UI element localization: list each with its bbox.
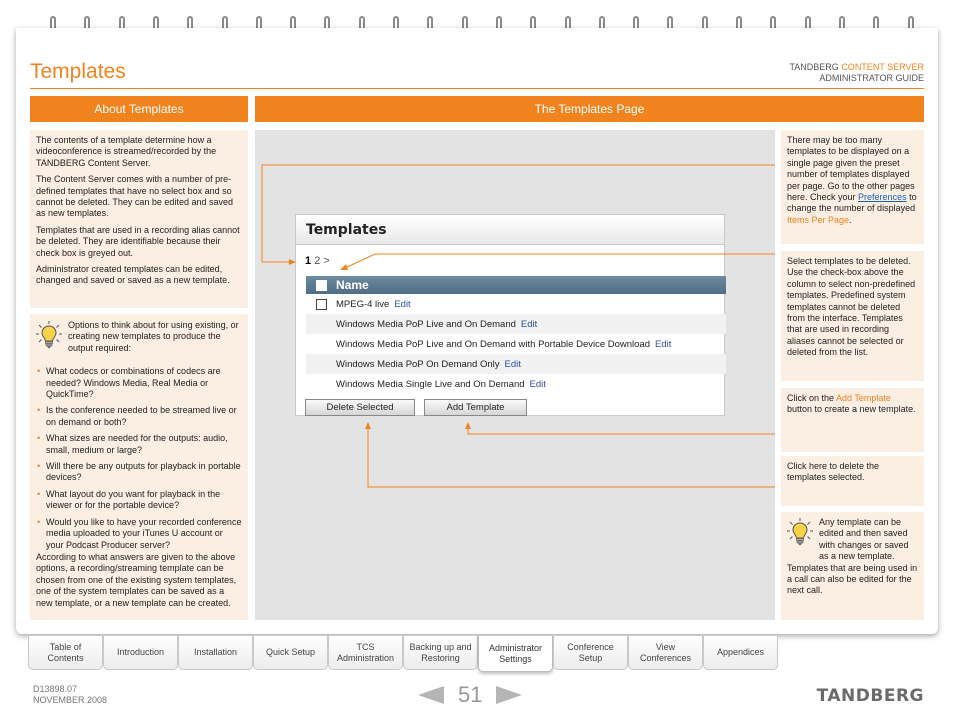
tab-label: Introduction xyxy=(116,647,165,657)
brand-name: TANDBERG xyxy=(789,62,839,72)
template-name: Windows Media PoP Live and On Demand with Portable Device Download xyxy=(336,338,651,350)
tip-list xyxy=(36,366,242,551)
window-title: Templates xyxy=(296,215,724,245)
template-name: Windows Media PoP On Demand Only xyxy=(336,358,500,370)
note-pages xyxy=(781,130,924,244)
tab-backing-up-and-restoring[interactable] xyxy=(403,636,478,670)
doc-date: NOVEMBER 2008 xyxy=(33,695,108,705)
lightbulb-icon xyxy=(787,517,813,547)
row-checkbox-cell xyxy=(306,299,336,310)
tab-view-conferences[interactable] xyxy=(628,636,703,670)
tandberg-logo: TANDBERG xyxy=(816,686,924,706)
tip-intro: Options to think about for using existing, or creating new templates to produce the output required: xyxy=(68,320,239,353)
tab-label: Settings xyxy=(499,653,532,664)
about-paragraph: Administrator created templates can be edited, changed and saved or saved as a new template. xyxy=(36,264,230,286)
list-item: • Will there be any outputs for playback in portable devices? xyxy=(36,461,242,484)
brand-header xyxy=(789,62,924,84)
note-text: There may be too many templates to be displayed on a single page given the preset number of templates displayed per page. Go to the other pages here. Check your xyxy=(787,135,915,203)
table-header xyxy=(306,276,726,294)
about-paragraph: The Content Server comes with a number of pre-defined templates that have no select box and so cannot be deleted. They can be edited and saved as new templates. xyxy=(36,174,233,219)
tab-appendices[interactable] xyxy=(703,636,778,670)
pager-next[interactable]: > xyxy=(323,255,330,267)
lightbulb-icon xyxy=(36,320,62,350)
pager-current[interactable]: 1 xyxy=(305,255,312,267)
document-id xyxy=(33,684,107,706)
delete-selected-button[interactable]: Delete Selected xyxy=(305,399,415,416)
template-name: Windows Media Single Live and On Demand xyxy=(336,378,525,390)
note-text: Click on the xyxy=(787,393,837,403)
edit-link[interactable]: Edit xyxy=(504,358,521,370)
tip-header xyxy=(36,320,242,354)
note-delete xyxy=(781,456,924,506)
select-all-cell xyxy=(306,280,336,291)
tab-label: Administration xyxy=(336,652,395,663)
brand-guide: ADMINISTRATOR GUIDE xyxy=(819,73,924,83)
template-name: Windows Media PoP Live and On Demand xyxy=(336,318,516,330)
list-item: • What layout do you want for playback in the viewer or for the portable device? xyxy=(36,489,242,512)
tab-installation[interactable] xyxy=(178,636,253,670)
tab-label: Appendices xyxy=(716,647,765,657)
templates-table xyxy=(306,276,726,394)
about-paragraph: Templates that are used in a recording alias cannot be deleted. They are identifiable because their check box is greyed out. xyxy=(36,224,240,258)
tip-panel xyxy=(30,314,248,620)
edit-link[interactable]: Edit xyxy=(520,318,538,330)
page-number: 51 xyxy=(458,682,483,707)
tab-label: Setup xyxy=(578,652,603,663)
tab-introduction[interactable] xyxy=(103,636,178,670)
note-tip xyxy=(781,512,924,620)
tab-label: TCS xyxy=(356,641,375,652)
note-text: Templates that are being used in a call can also be edited for the next call. xyxy=(787,562,918,596)
tab-label: Backing up and xyxy=(409,641,472,652)
note-text: Click here to delete the templates selected. xyxy=(787,461,880,483)
list-item: • Would you like to have your recorded conference media uploaded to your iTunes U account or your Podcast Producer server? xyxy=(36,517,242,551)
tab-conference-setup[interactable] xyxy=(553,636,628,670)
page-navigation xyxy=(418,682,522,708)
about-templates-heading: About Templates xyxy=(30,96,248,122)
templates-window xyxy=(295,214,725,416)
edit-link[interactable]: Edit xyxy=(394,298,411,310)
tab-label: Quick Setup xyxy=(265,647,316,657)
previous-page-arrow-icon[interactable] xyxy=(418,686,444,704)
edit-link[interactable]: Edit xyxy=(655,338,672,350)
tab-label: Conference xyxy=(567,641,614,652)
preferences-link[interactable]: Preferences xyxy=(858,192,907,203)
chapter-tabs xyxy=(28,636,778,672)
table-row xyxy=(306,354,726,374)
pager-page-2[interactable]: 2 xyxy=(314,255,321,267)
tab-label: Administrator xyxy=(488,642,542,653)
table-row xyxy=(306,314,726,334)
brand-product: CONTENT SERVER xyxy=(841,62,924,72)
add-template-term: Add Template xyxy=(836,393,891,403)
table-row xyxy=(306,294,726,314)
row-checkbox[interactable] xyxy=(316,299,327,310)
note-text: button to create a new template. xyxy=(787,404,916,415)
about-templates-panel xyxy=(30,130,248,308)
note-add xyxy=(781,388,924,452)
tab-administrator-settings[interactable] xyxy=(478,636,553,672)
tab-table-of-contents[interactable] xyxy=(28,636,103,670)
edit-link[interactable]: Edit xyxy=(529,378,546,390)
tab-label: Table of xyxy=(49,641,82,652)
items-per-page-term: Items Per Page xyxy=(787,214,850,225)
table-row xyxy=(306,374,726,394)
table-row xyxy=(306,334,726,354)
list-item: • What sizes are needed for the outputs: audio, small, medium or large? xyxy=(36,433,242,456)
select-all-checkbox[interactable] xyxy=(316,280,327,291)
note-text: to change the number of displayed xyxy=(787,192,917,214)
note-select xyxy=(781,251,924,381)
tab-quick-setup[interactable] xyxy=(253,636,328,670)
doc-number: D13898.07 xyxy=(33,684,78,694)
pager xyxy=(305,255,330,267)
tab-label: Installation xyxy=(193,647,238,657)
list-item: • What codecs or combinations of codecs are needed? Windows Media, Real Media or QuickTime? xyxy=(36,366,242,400)
templates-page-heading: The Templates Page xyxy=(255,96,924,122)
next-page-arrow-icon[interactable] xyxy=(496,686,522,704)
tab-label: Conferences xyxy=(639,652,692,663)
note-text: Any template can be edited and then saved with changes or saved as a new template. xyxy=(819,517,909,562)
about-paragraph: The contents of a template determine how a videoconference is streamed/recorded by the TANDBERG Content Server. xyxy=(36,135,217,168)
tip-header xyxy=(787,517,918,563)
note-text: Select templates to be deleted. Use the check-box above the column to select non-predefined templates. Predefined system templates cannot be deleted from the interface. Templates that are used in recording aliases cannot be selected or deleted from the list. xyxy=(787,256,916,358)
column-name[interactable]: Name xyxy=(336,278,369,292)
tab-label: View xyxy=(655,641,676,652)
tab-label: Restoring xyxy=(421,652,460,663)
tip-closing: According to what answers are given to the above options, a recording/streaming template can be chosen from one of the existing system templates, one of the system templates can be saved as a new template, or a new template can be created. xyxy=(36,551,237,608)
list-item: • Is the conference needed to be streamed live or on demand or both? xyxy=(36,405,242,428)
title-rule xyxy=(30,88,924,89)
tab-tcs-administration[interactable] xyxy=(328,636,403,670)
note-text: . xyxy=(849,214,852,225)
add-template-button[interactable]: Add Template xyxy=(424,399,527,416)
template-name: MPEG-4 live xyxy=(336,298,390,310)
tab-label: Contents xyxy=(47,652,84,663)
page-title: Templates xyxy=(30,60,126,83)
